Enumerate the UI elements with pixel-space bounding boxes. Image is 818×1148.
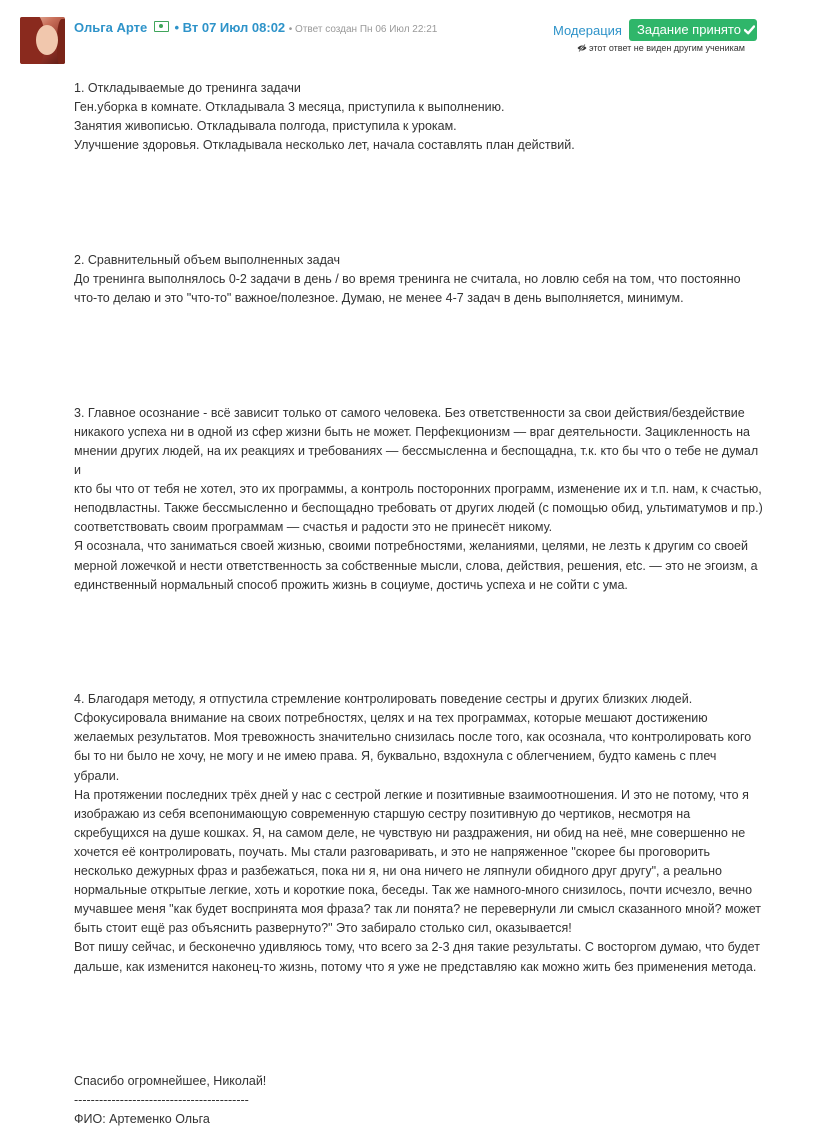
- moderation-link[interactable]: Модерация: [553, 23, 622, 38]
- answer-body: [74, 41, 764, 1148]
- money-icon: [154, 21, 169, 32]
- answer-paragraph-spacer: [74, 194, 764, 213]
- avatar[interactable]: [20, 17, 65, 64]
- answer-paragraph-2: 2. Сравнительный объем выполненных задач До тренинга выполнялось 0-2 задачи в день / во время тренинга не считала, но ловлю себя на том, что постоянно что-то делаю и это "что-то" важное/полезное. Думаю, не менее 4-7 задач в день выполняется, минимум.: [74, 253, 741, 306]
- task-accepted-button[interactable]: [629, 19, 757, 41]
- visibility-note-text: этот ответ не виден другим ученикам: [589, 43, 745, 53]
- task-accepted-label: Задание принято: [637, 22, 741, 37]
- answer-paragraph-4: 4. Благодаря методу, я отпустила стремление контролировать поведение сестры и других близких людей. Сфокусировала внимание на своих потребностях, целях и на тех программах, которые мешают достижению желаемых результатов. Моя тревожность значительно снизилась после того, как осознала, что контролировать кого бы то ни было не хочу, не могу и не имею права. Я, буквально, вздохнула с облегчением, будто камень с плеч убрали. На протяжении последних трёх дней у нас с сестрой легкие и позитивные взаимоотношения. И это не потому, что я изображаю из себя всепонимающую современную старшую сестру позитивную до чертиков, несмотря на скребущихся на душе кошках. Я, на самом деле, не чувствую ни раздражения, ни обид на неё, мне совершенно не хочется её контролировать, поучать. Мы стали разговаривать, и это не напряженное "скорее бы проговорить несколько дежурных фраз и разбежаться, пока ни я, ни она ничего не ляпнули обидного друг другу", а реально нормальные открытые легкие, хоть и короткие пока, беседы. Так же намного-много снизилось, почти исчезло, вечно мучавшее меня "как будет воспринята моя фраза? так ли понята? не перевернули ли смысл сказанного мной? может быть стоит ещё раз объяснить развернуто?" Это забирало столько сил, оказывается! Вот пишу сейчас, и бесконечно удивляюсь тому, что всего за 2-3 дня такие результаты. С восторгом думаю, что будет дальше, как изменится наконец-то жизнь, потому что я уже не представляю как можно жить без применения метода.: [74, 692, 762, 974]
- created-timestamp: • Ответ создан Пн 06 Июл 22:21: [288, 24, 438, 35]
- answer-paragraph-spacer: [74, 1015, 764, 1034]
- author-name[interactable]: Ольга Арте: [74, 20, 148, 35]
- answer-paragraph-1: 1. Откладываемые до тренинга задачи Ген.уборка в комнате. Откладывала 3 месяца, приступила к выполнению. Занятия живописью. Откладывала полгода, приступила к урокам. Улучшение здоровья. Откладывала несколько лет, начала составлять план действий.: [74, 81, 575, 153]
- answer-paragraph-spacer: [74, 633, 764, 652]
- answer-paragraph-3: 3. Главное осознание - всё зависит только от самого человека. Без ответственности за свои действия/бездействие никакого успеха ни в одной из сфер жизни быть не может. Перфекционизм — враг деятельности. Зацикленность на мнении других людей, на их реакциях и требованиях — бессмысленна и беспощадна, т.к. кто бы что о тебе не думал и кто бы что от тебя не хотел, это их программы, а контроль посторонних программ, изменение их и т.п. нам, к счастью, неподвластны. Также бессмысленно и беспощадно требовать от других людей (с помощью обид, ультиматумов и пр.) соответствовать своим программам — счастья и радости это не принесёт никому. Я осознала, что заниматься своей жизнью, своими потребностями, желаниями, целями, не лезть к другим со своей мерной ложечкой и нести ответственность за собственные мысли, слова, действия, решения, etc. — это не эгоизм, а единственный нормальный способ прожить жизнь в социуме, достичь успеха и не сойти с ума.: [74, 405, 763, 592]
- separator-dot: •: [174, 20, 180, 35]
- post-header: [74, 20, 437, 35]
- check-icon: [744, 20, 755, 42]
- answer-paragraph-spacer: [74, 347, 764, 366]
- answer-signature: Спасибо огромнейшее, Николай! ------------------------------------------ ФИО: Артеменко Ольга: [74, 1074, 267, 1127]
- post-date[interactable]: Вт 07 Июл 08:02: [182, 20, 286, 35]
